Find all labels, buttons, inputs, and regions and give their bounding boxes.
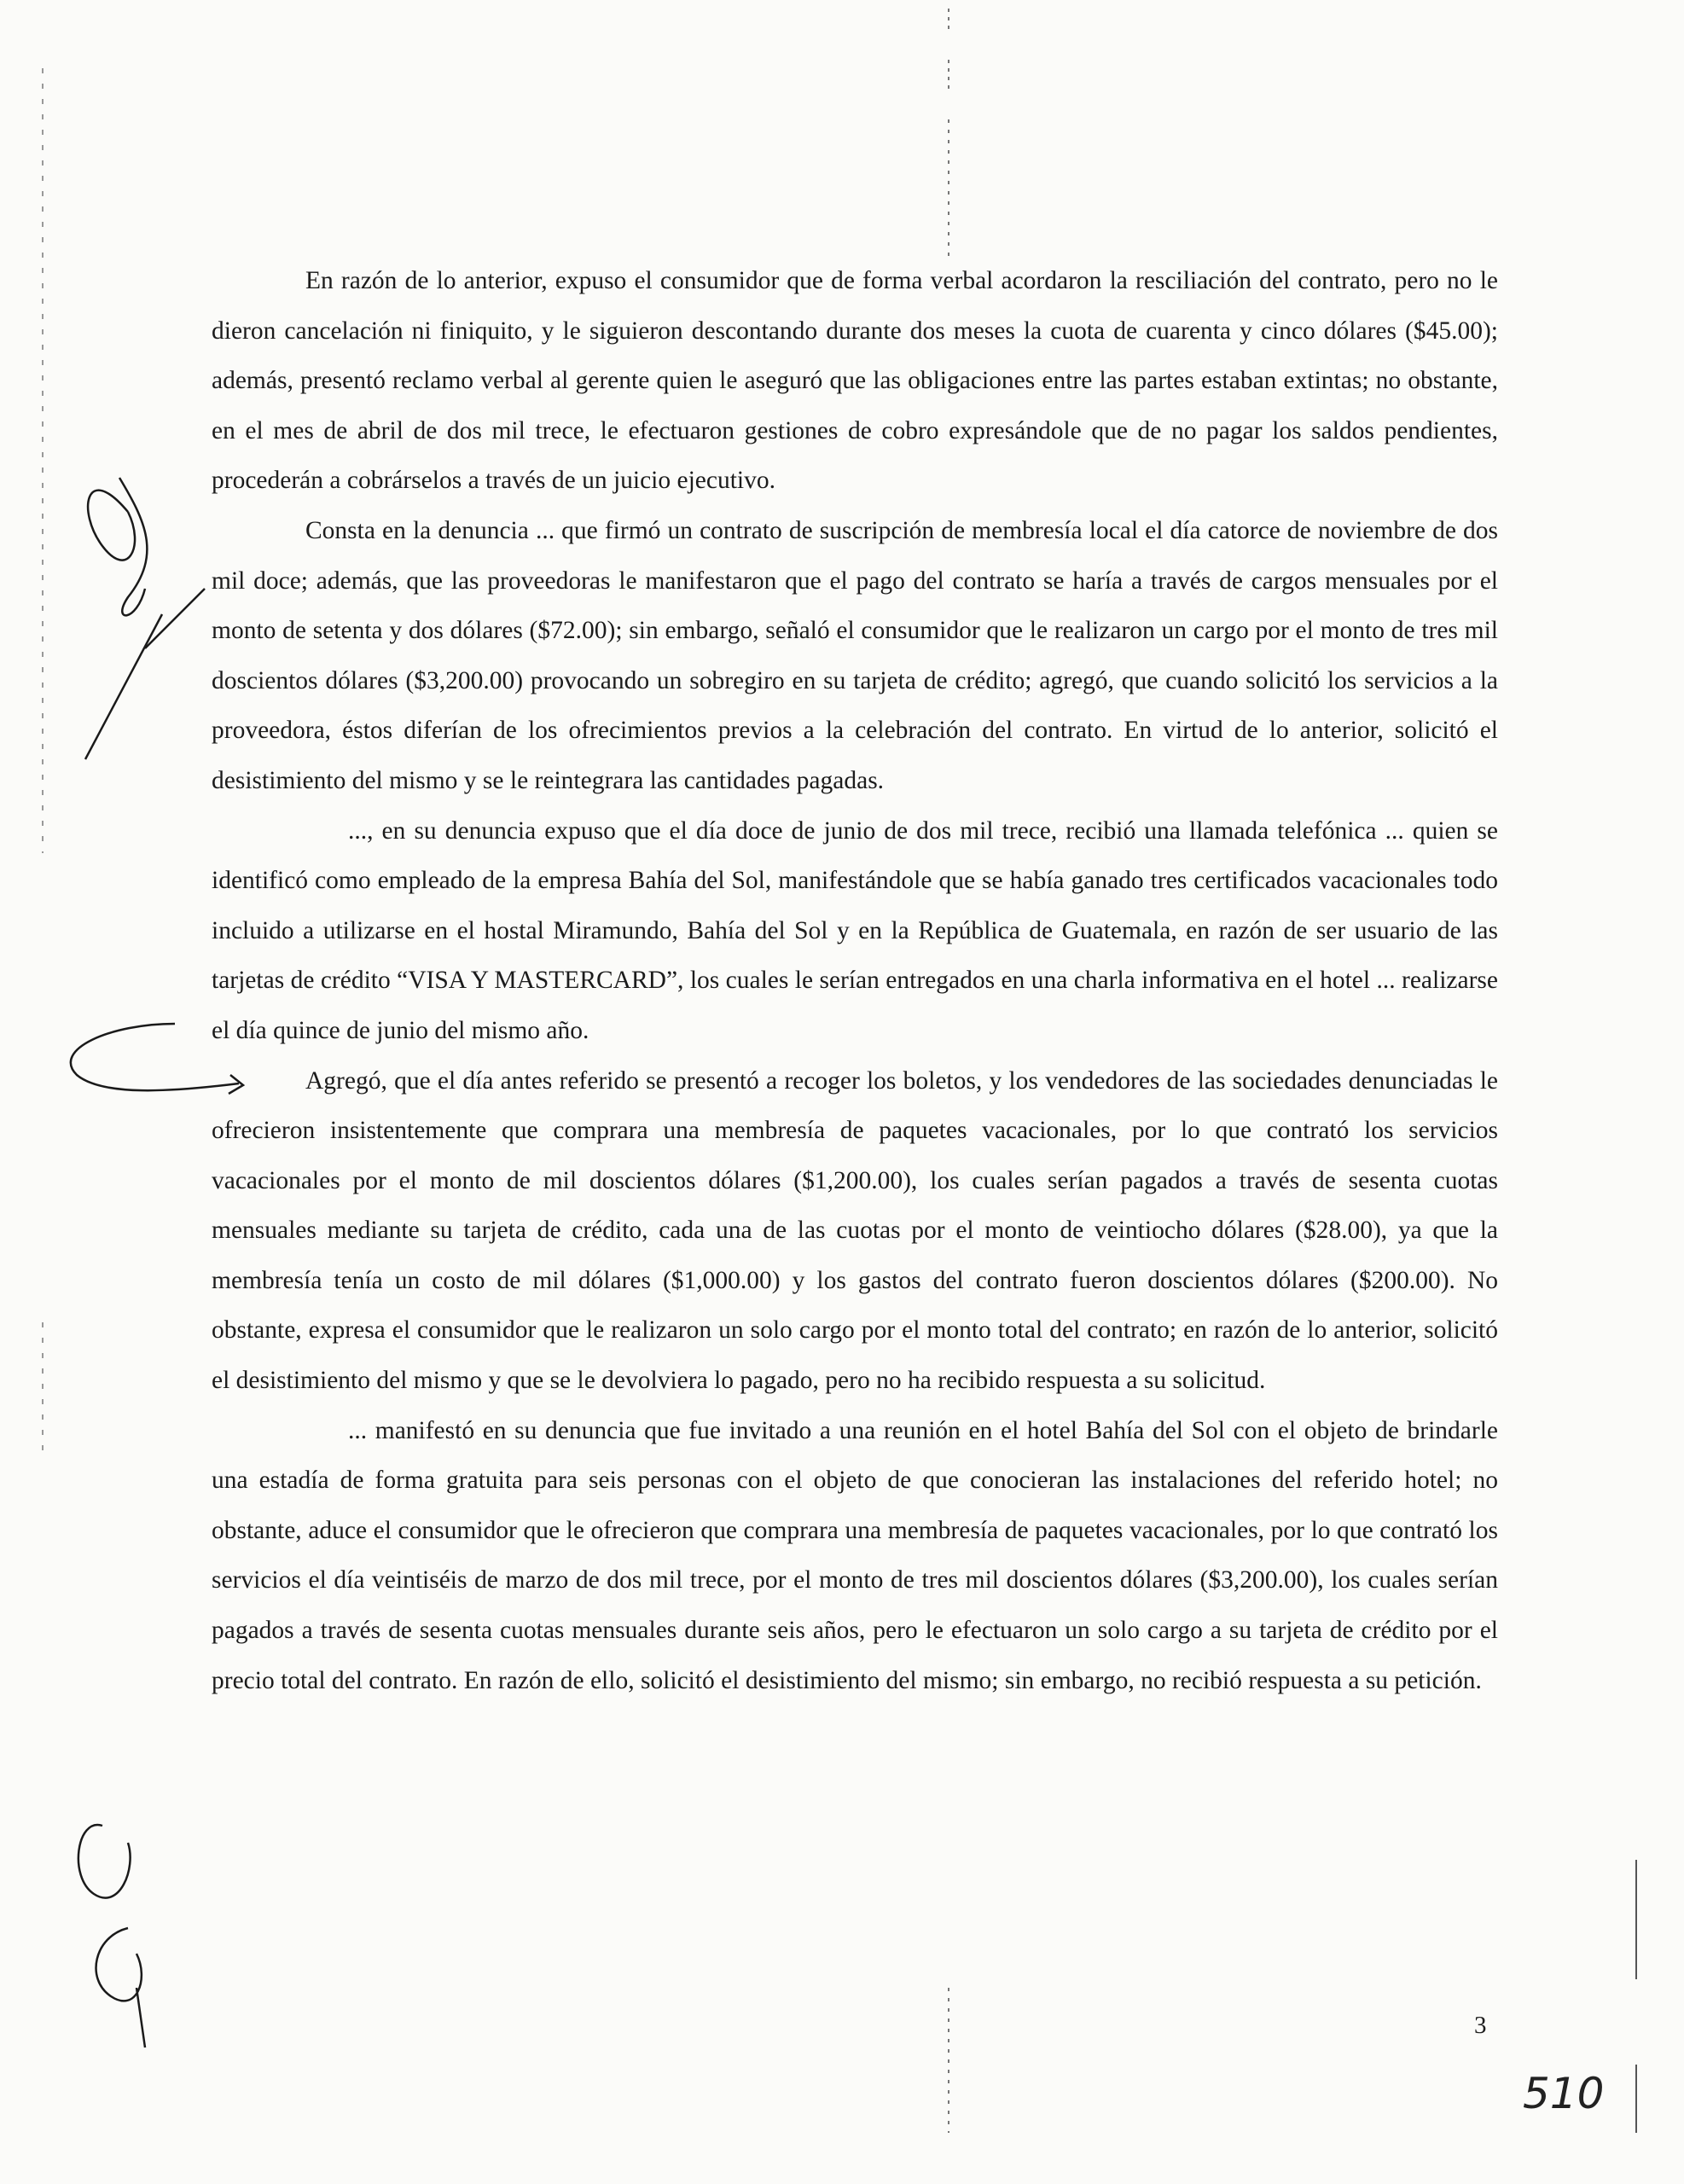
- paragraph-2: Consta en la denuncia ... que firmó un contrato de suscripción de membresía local el día catorce de noviembre de dos mil doce; además, que las proveedoras le manifestaron que el pago del contrato se haría a través de cargos mensuales por el monto de setenta y dos dólares ($72.00); sin embargo, señaló el consumidor que le realizaron un cargo por el monto de tres mil doscientos dólares ($3,200.00) provocando un sobregiro en su tarjeta de crédito; agregó, que cuando solicitó los servicios a la proveedora, éstos diferían de los ofrecimientos previos a la celebración del contrato. En virtud de lo anterior, solicitó el desistimiento del mismo y se le reintegrara las cantidades pagadas.: [212, 516, 1498, 794]
- handwritten-initials: [78, 1825, 145, 2048]
- paragraph-5: ... manifestó en su denuncia que fue invitado a una reunión en el hotel Bahía del Sol con el objeto de brindarle una estadía de forma gratuita para seis personas con el objeto de que conocieran las instalaciones del referido hotel; no obstante, aduce el consumidor que le ofrecieron que comprara una membresía de paquetes vacacionales, por lo que contrató los servicios el día veintiséis de marzo de dos mil trece, por el monto de tres mil doscientos dólares ($3,200.00), los cuales serían pagados a través de sesenta cuotas mensuales durante seis años, pero le efectuaron un solo cargo a su tarjeta de crédito por el precio total del contrato. En razón de ello, solicitó el desistimiento del mismo; sin embargo, no recibió respuesta a su petición.: [212, 1416, 1498, 1694]
- paragraph-4: Agregó, que el día antes referido se presentó a recoger los boletos, y los vendedores de las sociedades denunciadas le ofrecieron insistentemente que comprara una membresía de paquetes vacacionales, por lo que contrató los servicios vacacionales por el monto de mil doscientos dólares ($1,200.00), los cuales serían pagados a través de sesenta cuotas mensuales mediante su tarjeta de crédito, cada una de las cuotas por el monto de veintiocho dólares ($28.00), ya que la membresía tenía un costo de mil dólares ($1,000.00) y los gastos del contrato fueron doscientos dólares ($200.00). No obstante, expresa el consumidor que le realizaron un solo cargo por el monto total del contrato; en razón de lo anterior, solicitó el desistimiento del mismo y que se le devolviera lo pagado, pero no ha recibido respuesta a su solicitud.: [212, 1066, 1498, 1395]
- folio-stamp: 510: [1523, 2069, 1605, 2118]
- document-body: [212, 256, 1498, 1705]
- handwritten-signature: [85, 478, 205, 759]
- page-number: 3: [1474, 2012, 1487, 2039]
- paragraph-1: En razón de lo anterior, expuso el consumidor que de forma verbal acordaron la resciliación del contrato, pero no le dieron cancelación ni finiquito, y le siguieron descontando durante dos meses la cuota de cuarenta y cinco dólares ($45.00); además, presentó reclamo verbal al gerente quien le aseguró que las obligaciones entre las partes estaban extintas; no obstante, en el mes de abril de dos mil trece, le efectuaron gestiones de cobro expresándole que de no pagar los saldos pendientes, procederán a cobrárselos a través de un juicio ejecutivo.: [212, 267, 1498, 495]
- paragraph-3: ..., en su denuncia expuso que el día doce de junio de dos mil trece, recibió una llamada telefónica ... quien se identificó como empleado de la empresa Bahía del Sol, manifestándole que se había ganado tres certificados vacacionales todo incluido a utilizarse en el hostal Miramundo, Bahía del Sol y en la República de Guatemala, en razón de ser usuario de las tarjetas de crédito “VISA Y MASTERCARD”, los cuales le serían entregados en una charla informativa en el hotel ... realizarse el día quince de junio del mismo año.: [212, 816, 1498, 1044]
